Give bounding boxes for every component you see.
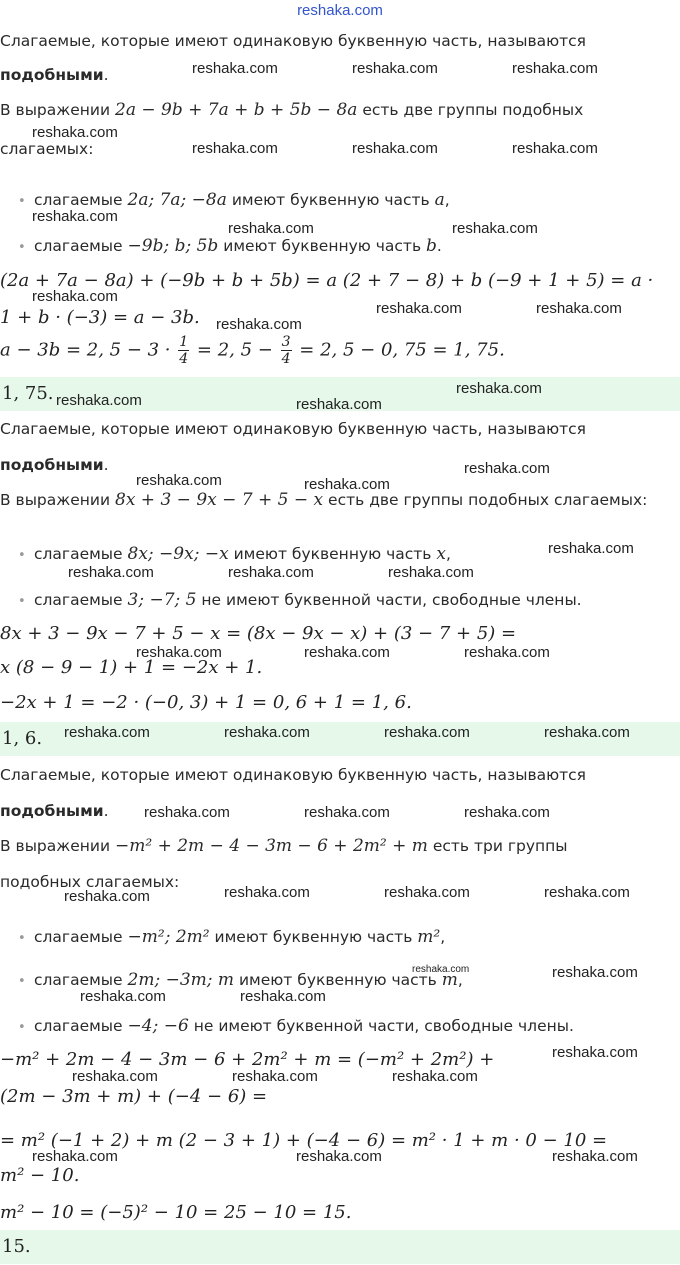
fraction: $\frac{3}{4}$ (281, 334, 291, 367)
expr-prefix: В выражении (0, 101, 111, 119)
intro-text: Слагаемые, которые имеют одинаковую буквенную часть, называются (0, 420, 587, 438)
watermark: reshaka.com (304, 476, 390, 493)
calc-line: (2m − 3m + m) + (−4 − 6) = (0, 1086, 268, 1107)
answer-value: 1, 6. (2, 728, 43, 749)
bullet-icon: • (18, 194, 26, 209)
calc-line: x (8 − 9 − 1) + 1 = −2x + 1. (0, 657, 263, 678)
list-item: • слагаемые 2a; 7a; −8a имеют буквенную часть a, (18, 190, 450, 210)
watermark: reshaka.com (32, 288, 118, 305)
calc-line: a − 3b = 2, 5 − 3 · $\frac{1}{4}$ = 2, 5 − $\frac{3}{4}$ = 2, 5 − 0, 75 = 1, 75. (0, 334, 505, 367)
watermark: reshaka.com (80, 988, 166, 1005)
watermark: reshaka.com (56, 392, 142, 409)
watermark: reshaka.com (72, 1068, 158, 1085)
watermark: reshaka.com (192, 60, 278, 77)
expression-cont: подобных слагаемых: (0, 873, 180, 891)
expression-line: В выражении 8x + 3 − 9x − 7 + 5 − x есть две группы подобных слагаемых: (0, 490, 648, 510)
expr-math: −m² + 2m − 4 − 3m − 6 + 2m² + m (115, 836, 428, 856)
watermark: reshaka.com (464, 644, 550, 661)
watermark: reshaka.com (464, 804, 550, 821)
watermark: reshaka.com (304, 644, 390, 661)
calc-line: (2a + 7a − 8a) + (−9b + b + 5b) = a (2 + 7 − 8) + b (−9 + 1 + 5) = a · (0, 270, 654, 291)
watermark: reshaka.com (32, 124, 118, 141)
bullet-icon: • (18, 594, 26, 609)
watermark: reshaka.com (392, 1068, 478, 1085)
expr-suffix: есть две группы подобных (362, 101, 584, 119)
answer-box (0, 1230, 680, 1264)
watermark: reshaka.com (228, 220, 314, 237)
term-end: . (103, 66, 109, 84)
calc-line: 8x + 3 − 9x − 7 + 5 − x = (8x − 9x − x) + (3 − 7 + 5) = (0, 623, 517, 644)
watermark: reshaka.com (536, 300, 622, 317)
watermark: reshaka.com (296, 396, 382, 413)
expression-cont: слагаемых: (0, 140, 94, 158)
watermark: reshaka.com (136, 644, 222, 661)
watermark: reshaka.com (548, 540, 634, 557)
watermark: reshaka.com (552, 1044, 638, 1061)
watermark: reshaka.com (224, 884, 310, 901)
bullet-icon: • (18, 548, 26, 563)
list-item: • слагаемые −9b; b; 5b имеют буквенную часть b. (18, 236, 442, 256)
list-item: • слагаемые 3; −7; 5 не имеют буквенной части, свободные члены. (18, 590, 582, 610)
watermark: reshaka.com (456, 380, 542, 397)
term-end: . (103, 802, 109, 820)
bullet-icon: • (18, 931, 26, 946)
expr-math: 2a − 9b + 7a + b + 5b − 8a (115, 100, 358, 120)
answer-value: 1, 75. (2, 383, 54, 404)
list-item: • слагаемые 8x; −9x; −x имеют буквенную часть x, (18, 544, 451, 564)
watermark: reshaka.com (512, 60, 598, 77)
watermark: reshaka.com (388, 564, 474, 581)
watermark: reshaka.com (544, 724, 630, 741)
list-item: • слагаемые −4; −6 не имеют буквенной части, свободные члены. (18, 1016, 574, 1036)
watermark: reshaka.com (544, 884, 630, 901)
watermark: reshaka.com (232, 1068, 318, 1085)
watermark: reshaka.com (192, 140, 278, 157)
watermark: reshaka.com (136, 472, 222, 489)
site-link[interactable]: reshaka.com (297, 2, 383, 19)
bullet-icon: • (18, 974, 26, 989)
bullet-icon: • (18, 1020, 26, 1035)
watermark: reshaka.com (552, 964, 638, 981)
answer-value: 15. (2, 1236, 31, 1257)
watermark: reshaka.com (216, 316, 302, 333)
watermark: reshaka.com (464, 460, 550, 477)
term-bold: подобными (0, 802, 104, 820)
watermark: reshaka.com (64, 724, 150, 741)
watermark: reshaka.com (384, 884, 470, 901)
watermark: reshaka.com (512, 140, 598, 157)
list-item: • слагаемые −m²; 2m² имеют буквенную часть m², (18, 927, 446, 947)
calc-line: m² − 10 = (−5)² − 10 = 25 − 10 = 15. (0, 1202, 352, 1223)
watermark: reshaka.com (452, 220, 538, 237)
intro-text: Слагаемые, которые имеют одинаковую буквенную часть, называются (0, 32, 587, 50)
watermark: reshaka.com (228, 564, 314, 581)
calc-line: = m² (−1 + 2) + m (2 − 3 + 1) + (−4 − 6) = m² · 1 + m · 0 − 10 = (0, 1130, 608, 1151)
watermark: reshaka.com (64, 888, 150, 905)
watermark: reshaka.com (376, 300, 462, 317)
watermark: reshaka.com (384, 724, 470, 741)
expr-math: 8x + 3 − 9x − 7 + 5 − x (115, 490, 324, 510)
term-end: . (103, 456, 109, 474)
watermark: reshaka.com (304, 804, 390, 821)
expression-line: В выражении −m² + 2m − 4 − 3m − 6 + 2m² + m есть три группы (0, 836, 568, 856)
calc-line: −m² + 2m − 4 − 3m − 6 + 2m² + m = (−m² + 2m²) + (0, 1049, 495, 1070)
term-bold: подобными (0, 456, 104, 474)
watermark: reshaka.com (224, 724, 310, 741)
term-line (0, 66, 109, 84)
term-bold: подобными (0, 66, 104, 84)
expression-line (0, 100, 583, 120)
watermark: reshaka.com (352, 60, 438, 77)
watermark: reshaka.com (296, 1148, 382, 1165)
watermark: reshaka.com (32, 1148, 118, 1165)
calc-line: −2x + 1 = −2 · (−0, 3) + 1 = 0, 6 + 1 = 1, 6. (0, 692, 412, 713)
watermark: reshaka.com (32, 208, 118, 225)
watermark: reshaka.com (412, 964, 470, 975)
watermark: reshaka.com (552, 1148, 638, 1165)
term-line (0, 802, 109, 820)
list-item: • слагаемые 2m; −3m; m имеют буквенную часть m, (18, 970, 463, 990)
calc-line: 1 + b · (−3) = a − 3b. (0, 307, 200, 328)
calc-line: m² − 10. (0, 1165, 80, 1186)
bullet-icon: • (18, 240, 26, 255)
fraction: $\frac{1}{4}$ (179, 334, 189, 367)
watermark: reshaka.com (240, 988, 326, 1005)
watermark: reshaka.com (68, 564, 154, 581)
intro-text: Слагаемые, которые имеют одинаковую буквенную часть, называются (0, 766, 587, 784)
term-line (0, 456, 109, 474)
watermark: reshaka.com (352, 140, 438, 157)
watermark: reshaka.com (144, 804, 230, 821)
